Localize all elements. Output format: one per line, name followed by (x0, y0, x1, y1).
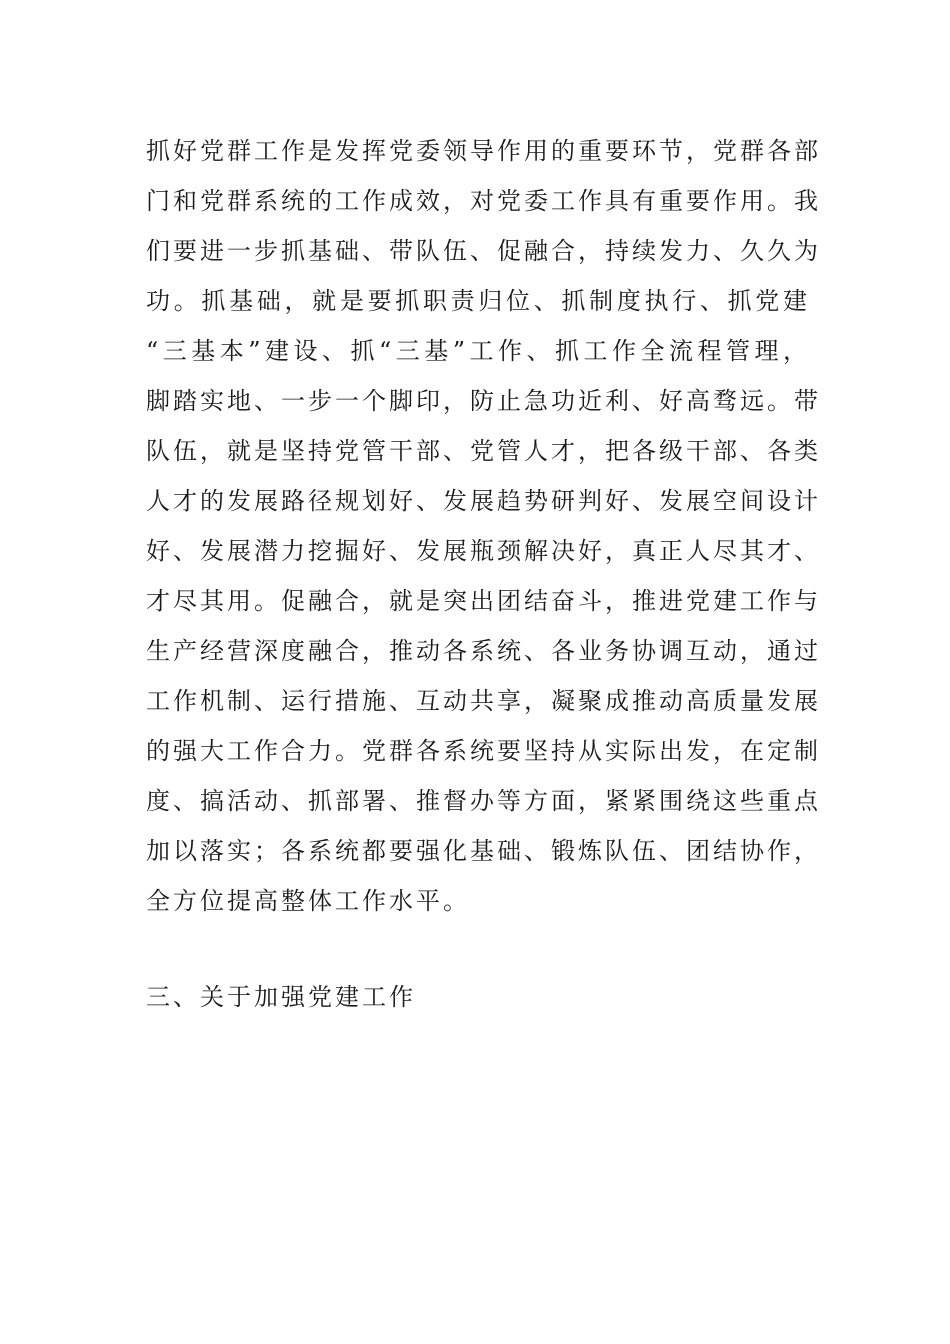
paragraph-line: 全方位提高整体工作水平。 (146, 887, 470, 915)
paragraph-line: 们要进一步抓基础、带队伍、促融合，持续发力、久久为 (146, 237, 821, 265)
paragraph-line: 度、搞活动、抓部署、推督办等方面，紧紧围绕这些重点 (146, 787, 821, 815)
body-paragraph (146, 126, 821, 926)
paragraph-line: 队伍，就是坚持党管干部、党管人才，把各级干部、各类 (146, 437, 821, 465)
section-heading: 三、关于加强党建工作 (146, 983, 416, 1011)
paragraph-line: 好、发展潜力挖掘好、发展瓶颈解决好，真正人尽其才、 (146, 537, 821, 565)
paragraph-line: 功。抓基础，就是要抓职责归位、抓制度执行、抓党建 (146, 287, 810, 315)
paragraph-line: 才尽其用。促融合，就是突出团结奋斗，推进党建工作与 (146, 587, 821, 615)
paragraph-line: 门和党群系统的工作成效，对党委工作具有重要作用。我 (146, 187, 821, 215)
paragraph-line: 的强大工作合力。党群各系统要坚持从实际出发，在定制 (146, 737, 821, 765)
paragraph-line: “三基本”建设、抓“三基”工作、抓工作全流程管理， (146, 337, 810, 365)
paragraph-line: 人才的发展路径规划好、发展趋势研判好、发展空间设计 (146, 487, 821, 515)
paragraph-line: 工作机制、运行措施、互动共享，凝聚成推动高质量发展 (146, 687, 821, 715)
paragraph-line: 生产经营深度融合，推动各系统、各业务协调互动，通过 (146, 637, 821, 665)
paragraph-line: 加以落实；各系统都要强化基础、锻炼队伍、团结协作， (146, 837, 821, 865)
paragraph-line: 脚踏实地、一步一个脚印，防止急功近利、好高骛远。带 (146, 387, 821, 415)
paragraph-line: 抓好党群工作是发挥党委领导作用的重要环节，党群各部 (146, 137, 821, 165)
